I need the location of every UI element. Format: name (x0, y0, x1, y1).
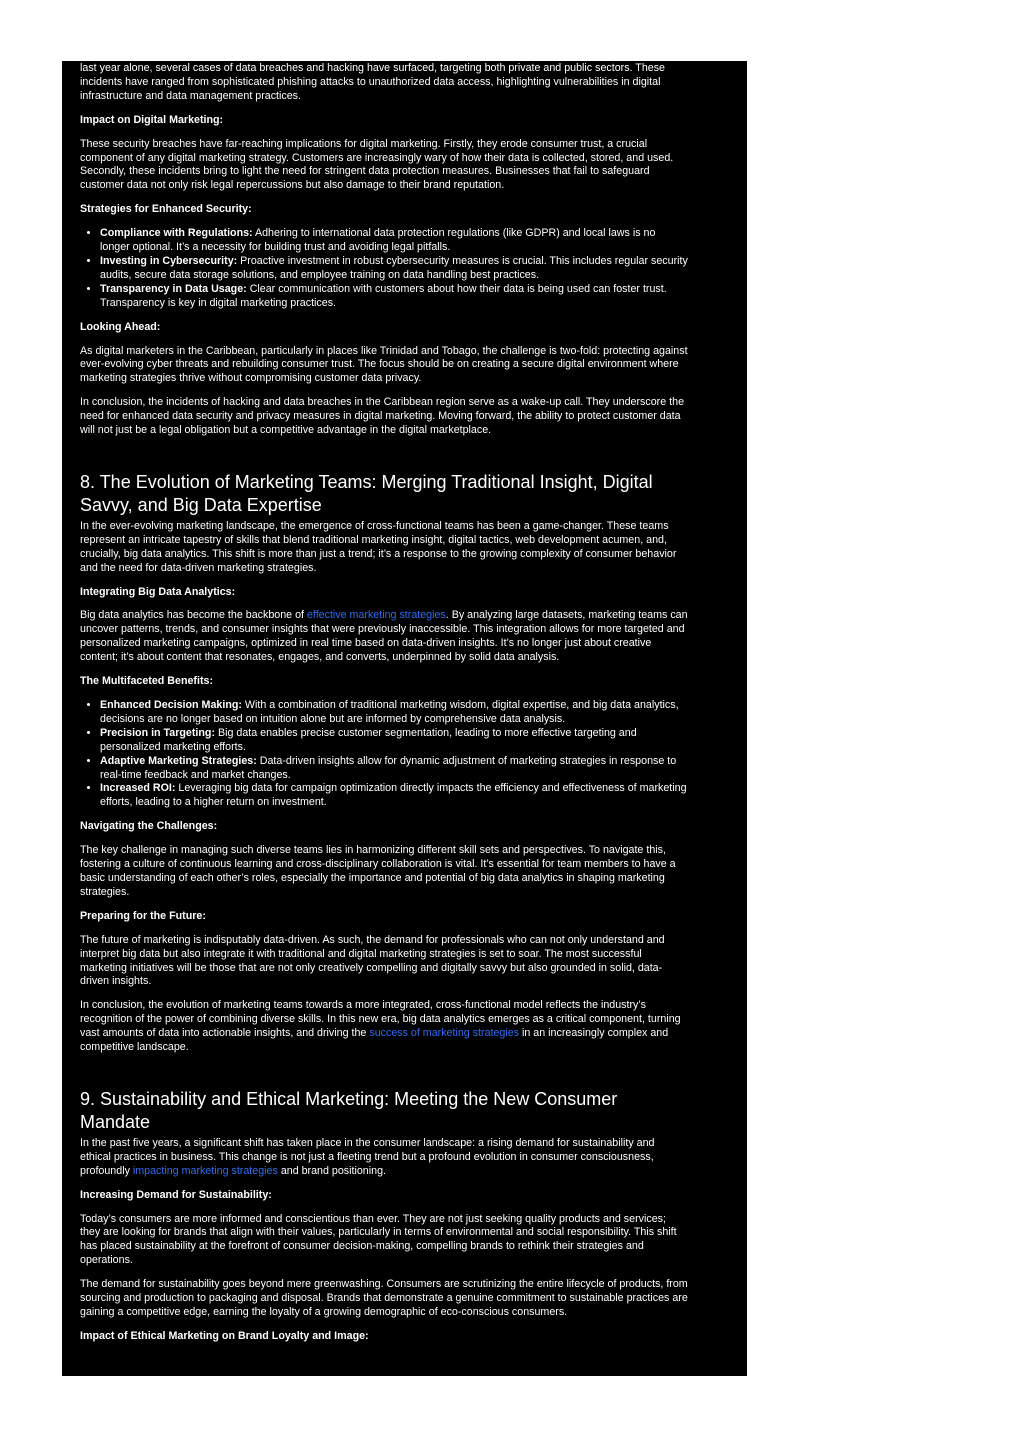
list-item (100, 727, 688, 755)
paragraph-text: in an increasingly complex and competitive landscape. (80, 1027, 669, 1054)
subheading: Increasing Demand for Sustainability: (80, 1188, 272, 1201)
article-body (80, 62, 688, 1354)
paragraph-text: Big data analytics has become the backbone of (80, 609, 307, 622)
paragraph: In the ever-evolving marketing landscape, the emergence of cross-functional teams has been a game-changer. These teams represent an intricate tapestry of skills that blend traditional marketing insight, digital tactics, web development acumen, and, crucially, big data analytics. This shift is more than just a trend; it’s a response to the growing complexity of consumer behavior and the need for data-driven marketing strategies. (80, 519, 677, 574)
paragraph: The future of marketing is indisputably data-driven. As such, the demand for professionals who can not only understand and interpret big data but also integrate it with traditional and digital marketing strategies is set to soar. The most successful marketing initiatives will be those that are not only creatively compelling and digitally savvy but also grounded in solid, data-driven insights. (80, 933, 665, 988)
list-item-label: Adaptive Marketing Strategies: (100, 754, 257, 767)
paragraph (80, 609, 688, 665)
list-item-label: Transparency in Data Usage: (100, 282, 247, 295)
list-item-text: Leveraging big data for campaign optimization directly impacts the efficiency and effectiveness of marketing efforts, leading to a higher return on investment. (100, 782, 687, 809)
list-item-label: Enhanced Decision Making: (100, 699, 242, 711)
subheading: Impact on Digital Marketing: (80, 113, 224, 126)
subheading: Preparing for the Future: (80, 909, 206, 922)
list-item-label: Compliance with Regulations: (100, 227, 253, 240)
list-item (100, 283, 688, 311)
paragraph: last year alone, several cases of data breaches and hacking have surfaced, targeting both private and public sectors. These incidents have ranged from sophisticated phishing attacks to unauthorized data access, highlighting vulnerabilities in digital infrastructure and data management practices. (80, 62, 665, 102)
list-item-text: Big data enables precise customer segmentation, leading to more effective targeting and personalized marketing efforts. (100, 726, 637, 753)
paragraph-text: and brand positioning. (277, 1164, 386, 1177)
paragraph-text: In the past five years, a significant shift has taken place in the consumer landscape: a rising demand for sustainability and ethical practices in business. This change is not just a fleeting trend but a profound evolution in consumer consciousness, profoundly (80, 1136, 655, 1177)
paragraph: Today’s consumers are more informed and conscientious than ever. They are not just seeking quality products and services; they are looking for brands that align with their values, particularly in terms of environmental and social responsibility. This shift has placed sustainability at the forefront of consumer decision-making, compelling brands to rethink their strategies and operations. (80, 1212, 677, 1267)
list-item-text: Data-driven insights allow for dynamic adjustment of marketing strategies in response to real-time feedback and market changes. (100, 754, 677, 781)
list-item-text: Proactive investment in robust cybersecurity measures is crucial. This includes regular security audits, secure data storage solutions, and employee training on data handling best practices. (100, 254, 688, 281)
subheading: The Multifaceted Benefits: (80, 675, 214, 688)
impacting-marketing-strategies-link[interactable]: impacting marketing strategies (132, 1164, 278, 1177)
success-of-marketing-strategies-link[interactable]: success of marketing strategies (369, 1027, 520, 1040)
subheading: Navigating the Challenges: (80, 820, 218, 833)
list-item (100, 699, 688, 727)
effective-marketing-strategies-link[interactable]: effective marketing strategies (306, 609, 446, 622)
subheading: Strategies for Enhanced Security: (80, 203, 252, 216)
bullet-list (80, 227, 688, 310)
section-title: 8. The Evolution of Marketing Teams: Merging Traditional Insight, Digital Savvy, and Big Data Expertise (80, 471, 653, 515)
list-item-label: Increased ROI: (100, 782, 176, 795)
subheading: Impact of Ethical Marketing on Brand Loyalty and Image: (80, 1329, 369, 1342)
paragraph-text: In conclusion, the evolution of marketing teams towards a more integrated, cross-functional model reflects the industry’s recognition of the power of combining diverse skills. In this new era, big data analytics emerges as a critical component, turning vast amounts of data into actionable insights, and driving the (80, 999, 681, 1040)
list-item (100, 227, 688, 255)
list-item (100, 755, 688, 783)
list-item-text: Clear communication with customers about how their data is being used can foster trust. Transparency is key in digital marketing practices. (100, 282, 667, 309)
list-item (100, 255, 688, 283)
list-item-label: Investing in Cybersecurity: (100, 254, 238, 267)
paragraph: The demand for sustainability goes beyond mere greenwashing. Consumers are scrutinizing the entire lifecycle of products, from sourcing and production to packaging and disposal. Brands that demonstrate a genuine commitment to sustainable practices are gaining a competitive edge, earning the loyalty of a growing demographic of eco-conscious consumers. (80, 1278, 688, 1318)
subheading: Integrating Big Data Analytics: (80, 585, 236, 598)
bullet-list (80, 699, 688, 810)
document-page (62, 61, 747, 1376)
paragraph (80, 999, 688, 1055)
list-item-text: With a combination of traditional marketing wisdom, digital expertise, and big data analytics, decisions are no longer based on intuition alone but are informed by comprehensive data analysis. (100, 699, 679, 725)
subheading: Looking Ahead: (80, 320, 161, 333)
list-item-label: Precision in Targeting: (100, 726, 216, 739)
paragraph: The key challenge in managing such diverse teams lies in harmonizing different skill sets and perspectives. To navigate this, fostering a culture of continuous learning and cross-disciplinary collaboration is vital. It’s essential for team members to have a basic understanding of each other’s roles, especially the importance and potential of big data analytics in shaping marketing strategies. (80, 844, 676, 898)
paragraph: In conclusion, the incidents of hacking and data breaches in the Caribbean region serve as a wake-up call. They underscore the need for enhanced data security and privacy measures in digital marketing. Moving forward, the ability to protect customer data will not just be a legal obligation but a competitive advantage in the digital marketplace. (80, 396, 685, 437)
section-title: 9. Sustainability and Ethical Marketing: Meeting the New Consumer Mandate (80, 1088, 618, 1132)
paragraph (80, 1137, 688, 1179)
list-item-text: Adhering to international data protection regulations (like GDPR) and local laws is no longer optional. It’s a necessity for building trust and avoiding legal pitfalls. (100, 227, 656, 254)
list-item (100, 782, 688, 810)
paragraph: As digital marketers in the Caribbean, particularly in places like Trinidad and Tobago, the challenge is two-fold: protecting against ever-evolving cyber threats and rebuilding consumer trust. The focus should be on creating a secure digital environment where marketing strategies thrive without compromising customer data privacy. (80, 344, 688, 385)
paragraph-text: . By analyzing large datasets, marketing teams can uncover patterns, trends, and consumer insights that were previously inaccessible. This integration allows for more targeted and personalized marketing campaigns, optimized in real time based on data-driven insights. It’s no longer just about creative content; it’s about content that resonates, engages, and converts, underpinned by solid data analysis. (80, 609, 688, 664)
paragraph: These security breaches have far-reaching implications for digital marketing. Firstly, they erode consumer trust, a crucial component of any digital marketing strategy. Customers are increasingly wary of how their data is collected, stored, and used. Secondly, these incidents bring to light the need for stringent data protection measures. Businesses that fail to safeguard customer data not only risk legal repercussions but also damage to their brand reputation. (80, 137, 674, 192)
